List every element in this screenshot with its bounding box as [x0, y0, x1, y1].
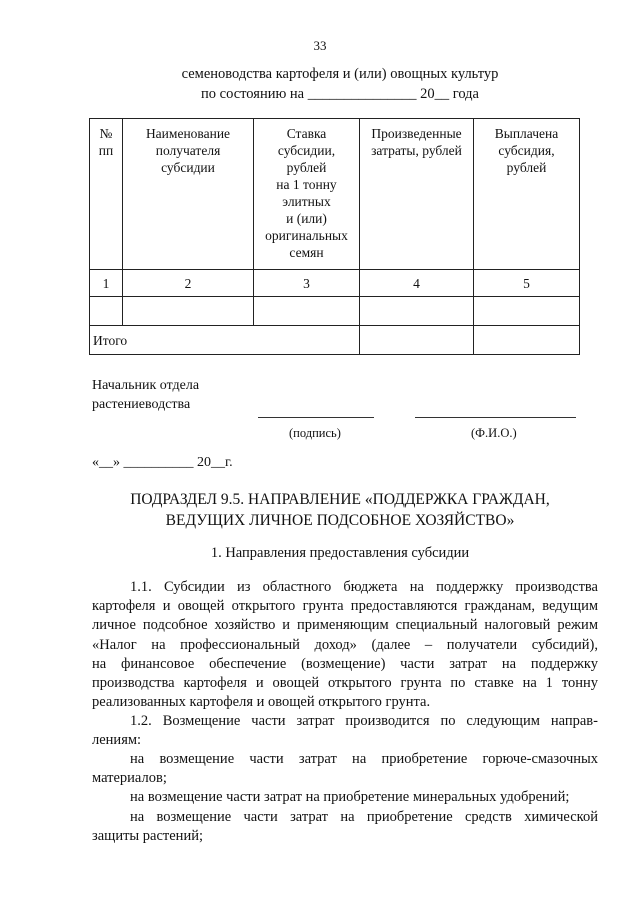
- subsidy-table: [89, 118, 580, 355]
- paragraph-line: 1.2. Возмещение части затрат производится по следующим направ-: [130, 713, 598, 729]
- column-number: 3: [254, 270, 360, 297]
- empty-cell: [254, 297, 360, 326]
- name-line: [415, 417, 576, 418]
- signature-line: [258, 417, 374, 418]
- header-cell-paid: Выплачена субсидия, рублей: [474, 119, 580, 270]
- column-number: 4: [360, 270, 474, 297]
- list-item: [92, 750, 598, 788]
- header-cell-recipient: Наименование получателя субсидии: [123, 119, 254, 270]
- total-costs-cell: [360, 326, 474, 355]
- name-caption: (Ф.И.О.): [471, 426, 517, 440]
- paragraph-1-1: [92, 578, 598, 712]
- table-header-row: [90, 119, 580, 270]
- empty-cell: [90, 297, 123, 326]
- column-number: 1: [90, 270, 123, 297]
- position-line1: Начальник отдела: [92, 378, 200, 393]
- header-cell-rate: Ставка субсидии, рублей на 1 тонну элитных и (или) оригинальных семян: [254, 119, 360, 270]
- table-row: [90, 297, 580, 326]
- paragraph-1-2: [92, 712, 598, 750]
- paragraph-line: реализованных картофеля и овощей открытого грунта.: [92, 694, 431, 711]
- paragraph-line: на возмещение части затрат на приобретение минеральных удобрений;: [130, 789, 570, 805]
- header-cell-costs: Произведенные затраты, рублей: [360, 119, 474, 270]
- signature-caption: (подпись): [289, 426, 341, 440]
- paragraph-line: производства картофеля и овощей открытого грунта по ставке на 1 тонну: [92, 675, 598, 692]
- paragraph-line: «Налог на профессиональный доход» (далее – получатели субсидий),: [92, 636, 598, 653]
- section-title-line2: ВЕДУЩИХ ЛИЧНОЕ ПОДСОБНОЕ ХОЗЯЙСТВО»: [165, 512, 515, 529]
- paragraph-line: 1.1. Субсидии из областного бюджета на поддержку производства: [130, 579, 598, 595]
- header-cell-number: № пп: [90, 119, 123, 270]
- paragraph-line: материалов;: [92, 770, 167, 787]
- paragraph-line: на возмещение части затрат на приобретение горюче-смазочных: [130, 751, 598, 767]
- total-paid-cell: [474, 326, 580, 355]
- empty-cell: [360, 297, 474, 326]
- page-number: 33: [313, 38, 327, 53]
- empty-cell: [474, 297, 580, 326]
- column-number: 2: [123, 270, 254, 297]
- paragraph-line: лениям:: [92, 732, 142, 749]
- paragraph-line: на финансовое обеспечение (возмещение) части затрат на поддержку: [92, 655, 598, 672]
- subsection-title: 1. Направления предоставления субсидии: [210, 545, 470, 561]
- list-item: [92, 788, 598, 807]
- total-row: [90, 326, 580, 355]
- form-header-line1: семеноводства картофеля и (или) овощных культур: [181, 66, 499, 82]
- list-item: [92, 808, 598, 846]
- form-header-line2: по состоянию на _______________ 20__ года: [201, 86, 479, 102]
- position-line2: растениеводства: [92, 397, 191, 412]
- date-line: «__» __________ 20__г.: [92, 455, 233, 470]
- paragraph-line: картофеля и овощей открытого грунта предоставляются гражданам, ведущим: [92, 598, 598, 615]
- column-number-row: [90, 270, 580, 297]
- empty-cell: [123, 297, 254, 326]
- total-label: Итого: [90, 326, 360, 355]
- section-title-line1: ПОДРАЗДЕЛ 9.5. НАПРАВЛЕНИЕ «ПОДДЕРЖКА ГРАЖДАН,: [130, 491, 550, 508]
- paragraph-line: на возмещение части затрат на приобретение средств химической: [130, 809, 598, 825]
- column-number: 5: [474, 270, 580, 297]
- paragraph-line: защиты растений;: [92, 828, 203, 845]
- paragraph-line: личное подсобное хозяйство и применяющим специальный налоговый режим: [92, 617, 598, 634]
